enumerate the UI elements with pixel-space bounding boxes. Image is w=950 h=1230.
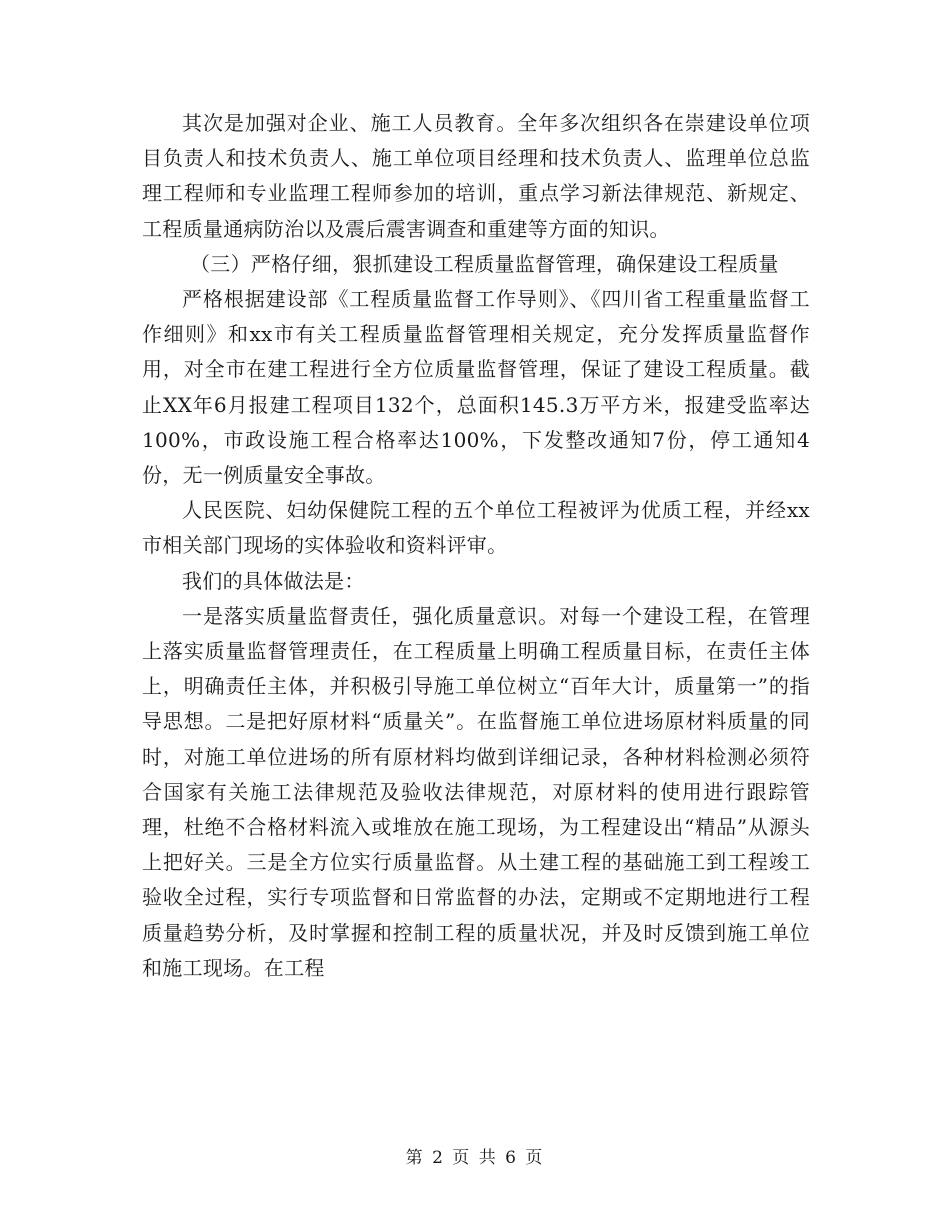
paragraph-practices: 一是落实质量监督责任，强化质量意识。对每一个建设工程，在管理上落实质量监督管理责任，在工程质量上明确工程质量目标，在责任主体上，明确责任主体，并积极引导施工单位树立“百年大计，质量第一”的指导思想。二是把好原材料“质量关”。在监督施工单位进场原材料质量的同时，对施工单位进场的所有原材料均做到详细记录，各种材料检测必须符合国家有关施工法律规范及验收法律规范，对原材料的使用进行跟踪管理，杜绝不合格材料流入或堆放在施工现场，为工程建设出“精品”从源头上把好关。三是全方位实行质量监督。从土建工程的基础施工到工程竣工验收全过程，实行专项监督和日常监督的办法，定期或不定期地进行工程质量趋势分析，及时掌握和控制工程的质量状况，并及时反馈到施工单位和施工现场。在工程 xyxy=(142,603,810,980)
paragraph-regulations: 严格根据建设部《工程质量监督工作导则》、《四川省工程重量监督工作细则》和xx市有关工程质量监督管理相关规定，充分发挥质量监督作用，对全市在建工程进行全方位质量监督管理，保证了建设工程质量。截止XX年6月报建工程项目132个，总面积145.3万平方米，报建受监率达100%，市政设施工程合格率达100%，下发整改通知7份，停工通知4份，无一例质量安全事故。 xyxy=(142,287,810,488)
paragraph-education: 其次是加强对企业、施工人员教育。全年多次组织各在崇建设单位项目负责人和技术负责人、施工单位项目经理和技术负责人、监理单位总监理工程师和专业监理工程师参加的培训，重点学习新法律规范、新规定、工程质量通病防治以及震后震害调查和重建等方面的知识。 xyxy=(142,111,810,241)
section-heading: （三）严格仔细，狠抓建设工程质量监督管理，确保建设工程质量 xyxy=(190,251,779,276)
document-body xyxy=(142,106,810,986)
paragraph-quality-projects: 人民医院、妇幼保健院工程的五个单位工程被评为优质工程，并经xx市相关部门现场的实体验收和资料评审。 xyxy=(142,498,810,558)
paragraph-practice-intro: 我们的具体做法是： xyxy=(182,568,365,593)
page-number-footer: 第 2 页 共 6 页 xyxy=(405,1148,545,1168)
